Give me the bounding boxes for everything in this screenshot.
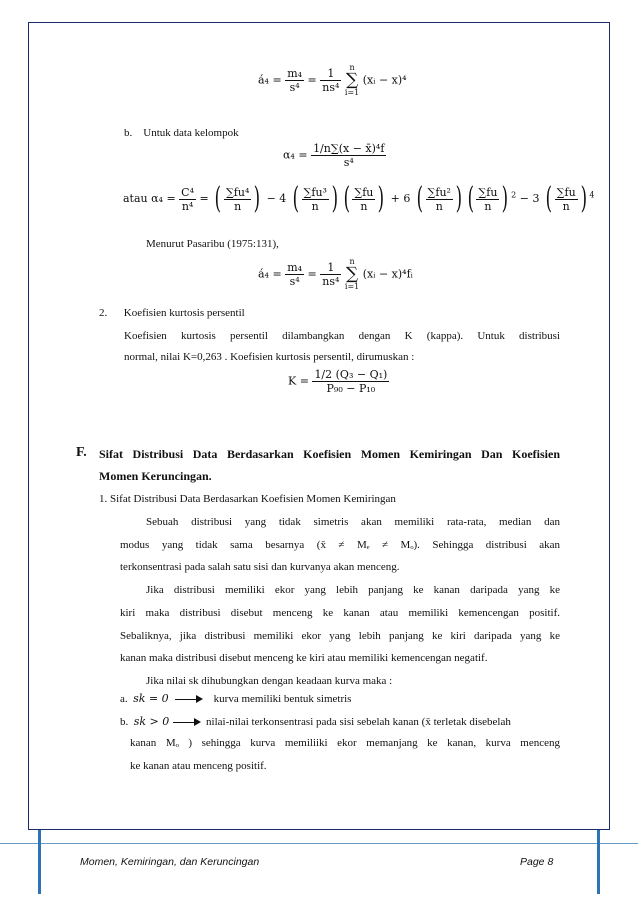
pasaribu-ref: Menurut Pasaribu (1975:131), xyxy=(146,238,279,250)
equation-kurtosis-moment: á₄ = $\frac{\text{m₄}}{\text{s⁴}}$ = $\frac{1}{\text{ns⁴}}$ n ∑ i=1 (xᵢ − x)⁴ xyxy=(258,63,407,97)
case-b-line1: b. sk > 0 nilai-nilai terkonsentrasi pada sisi sebelah kanan (x̄ terletak disebelah xyxy=(120,715,511,728)
para2-line2: kiri maka distribusi disebut menceng ke kanan atau memiliki kemencengan positif. xyxy=(120,607,560,619)
para1-line3: terkonsentrasi pada salah satu sisi dan kurvanya akan menceng. xyxy=(120,561,400,573)
section-f-title-line1: Sifat Distribusi Data Berdasarkan Koefisien Momen Kemiringan Dan Koefisien xyxy=(99,447,560,461)
footer-bar-left xyxy=(38,830,41,894)
footer-bar-right xyxy=(597,830,600,894)
equation-pasaribu: á₄ = $\frac{\text{m₄}}{\text{s⁴}}$ = $\frac{1}{\text{ns⁴}}$ n ∑ i=1 (xᵢ − x)⁴fᵢ xyxy=(258,257,413,291)
para1-line2: modus yang tidak sama besarnya (x̄ ≠ Mₑ ≠ Mₒ). Sehingga distribusi akan xyxy=(120,539,560,551)
section-f-title-line2: Momen Keruncingan. xyxy=(99,469,212,483)
para2-line3: Sebaliknya, jika distribusi memiliki ekor yang lebih panjang ke kiri daripada yang ke xyxy=(120,630,560,642)
para1-line1: Sebuah distribusi yang tidak simetris akan memiliki rata-rata, median dan xyxy=(146,516,560,528)
footer-rule xyxy=(0,843,638,844)
equation-alpha4-coded: atau α₄ = $\frac{\text{C⁴}}{\text{n⁴}}$ = ( $\frac{\text{∑fu⁴}}{n}$ ) − 4 ( $\frac{\text{∑fu³}}{n}$ ) ( $\frac{\sum fu}{n}$ ) + 6 ( $\frac{\text{∑fu²}}{n}$ ) ( $\frac{\sum fu}{n}$ ) $^2$ − 3 ( $\frac{\sum fu}{n}$ ) $^4$ xyxy=(123,181,595,216)
item-b: b. Untuk data kelompok xyxy=(124,127,239,139)
footer-page-number: Page 8 xyxy=(520,856,554,868)
arrow-icon xyxy=(175,699,201,700)
item-2-line1: Koefisien kurtosis persentil dilambangkan dengan K (kappa). Untuk distribusi xyxy=(124,330,560,342)
equation-kappa: K = $\frac{\text{1/2 (Q₃ − Q₁)}}{\text{P₉₀ − P₁₀}}$ xyxy=(288,368,388,395)
section-f-letter: F. xyxy=(76,445,87,460)
case-b-line3: ke kanan atau menceng positif. xyxy=(130,760,267,772)
para2-line4: kanan maka distribusi disebut menceng ke kiri atau memiliki kemencengan negatif. xyxy=(120,652,488,664)
case-a: a. sk = 0 kurva memiliki bentuk simetris xyxy=(120,692,352,705)
subsection-1-title: 1. Sifat Distribusi Data Berdasarkan Koefisien Momen Kemiringan xyxy=(99,493,396,505)
item-2-title: 2. Koefisien kurtosis persentil xyxy=(99,307,245,319)
arrow-icon xyxy=(173,722,199,723)
para3: Jika nilai sk dihubungkan dengan keadaan kurva maka : xyxy=(146,675,393,687)
para2-line1: Jika distribusi memiliki ekor yang lebih panjang ke kanan daripada yang ke xyxy=(146,584,560,596)
item-2-line2: normal, nilai K=0,263 . Koefisien kurtosis persentil, dirumuskan : xyxy=(124,351,415,363)
case-b-line2: kanan Mₒ ) sehingga kurva memiliiki ekor memanjang ke kanan, kurva menceng xyxy=(130,737,560,749)
equation-alpha4: α₄ = $\frac{\text{1/n∑(x − x̄)⁴f}}{\text{s⁴}}$ xyxy=(283,142,385,169)
footer-title: Momen, Kemiringan, dan Keruncingan xyxy=(80,856,260,868)
